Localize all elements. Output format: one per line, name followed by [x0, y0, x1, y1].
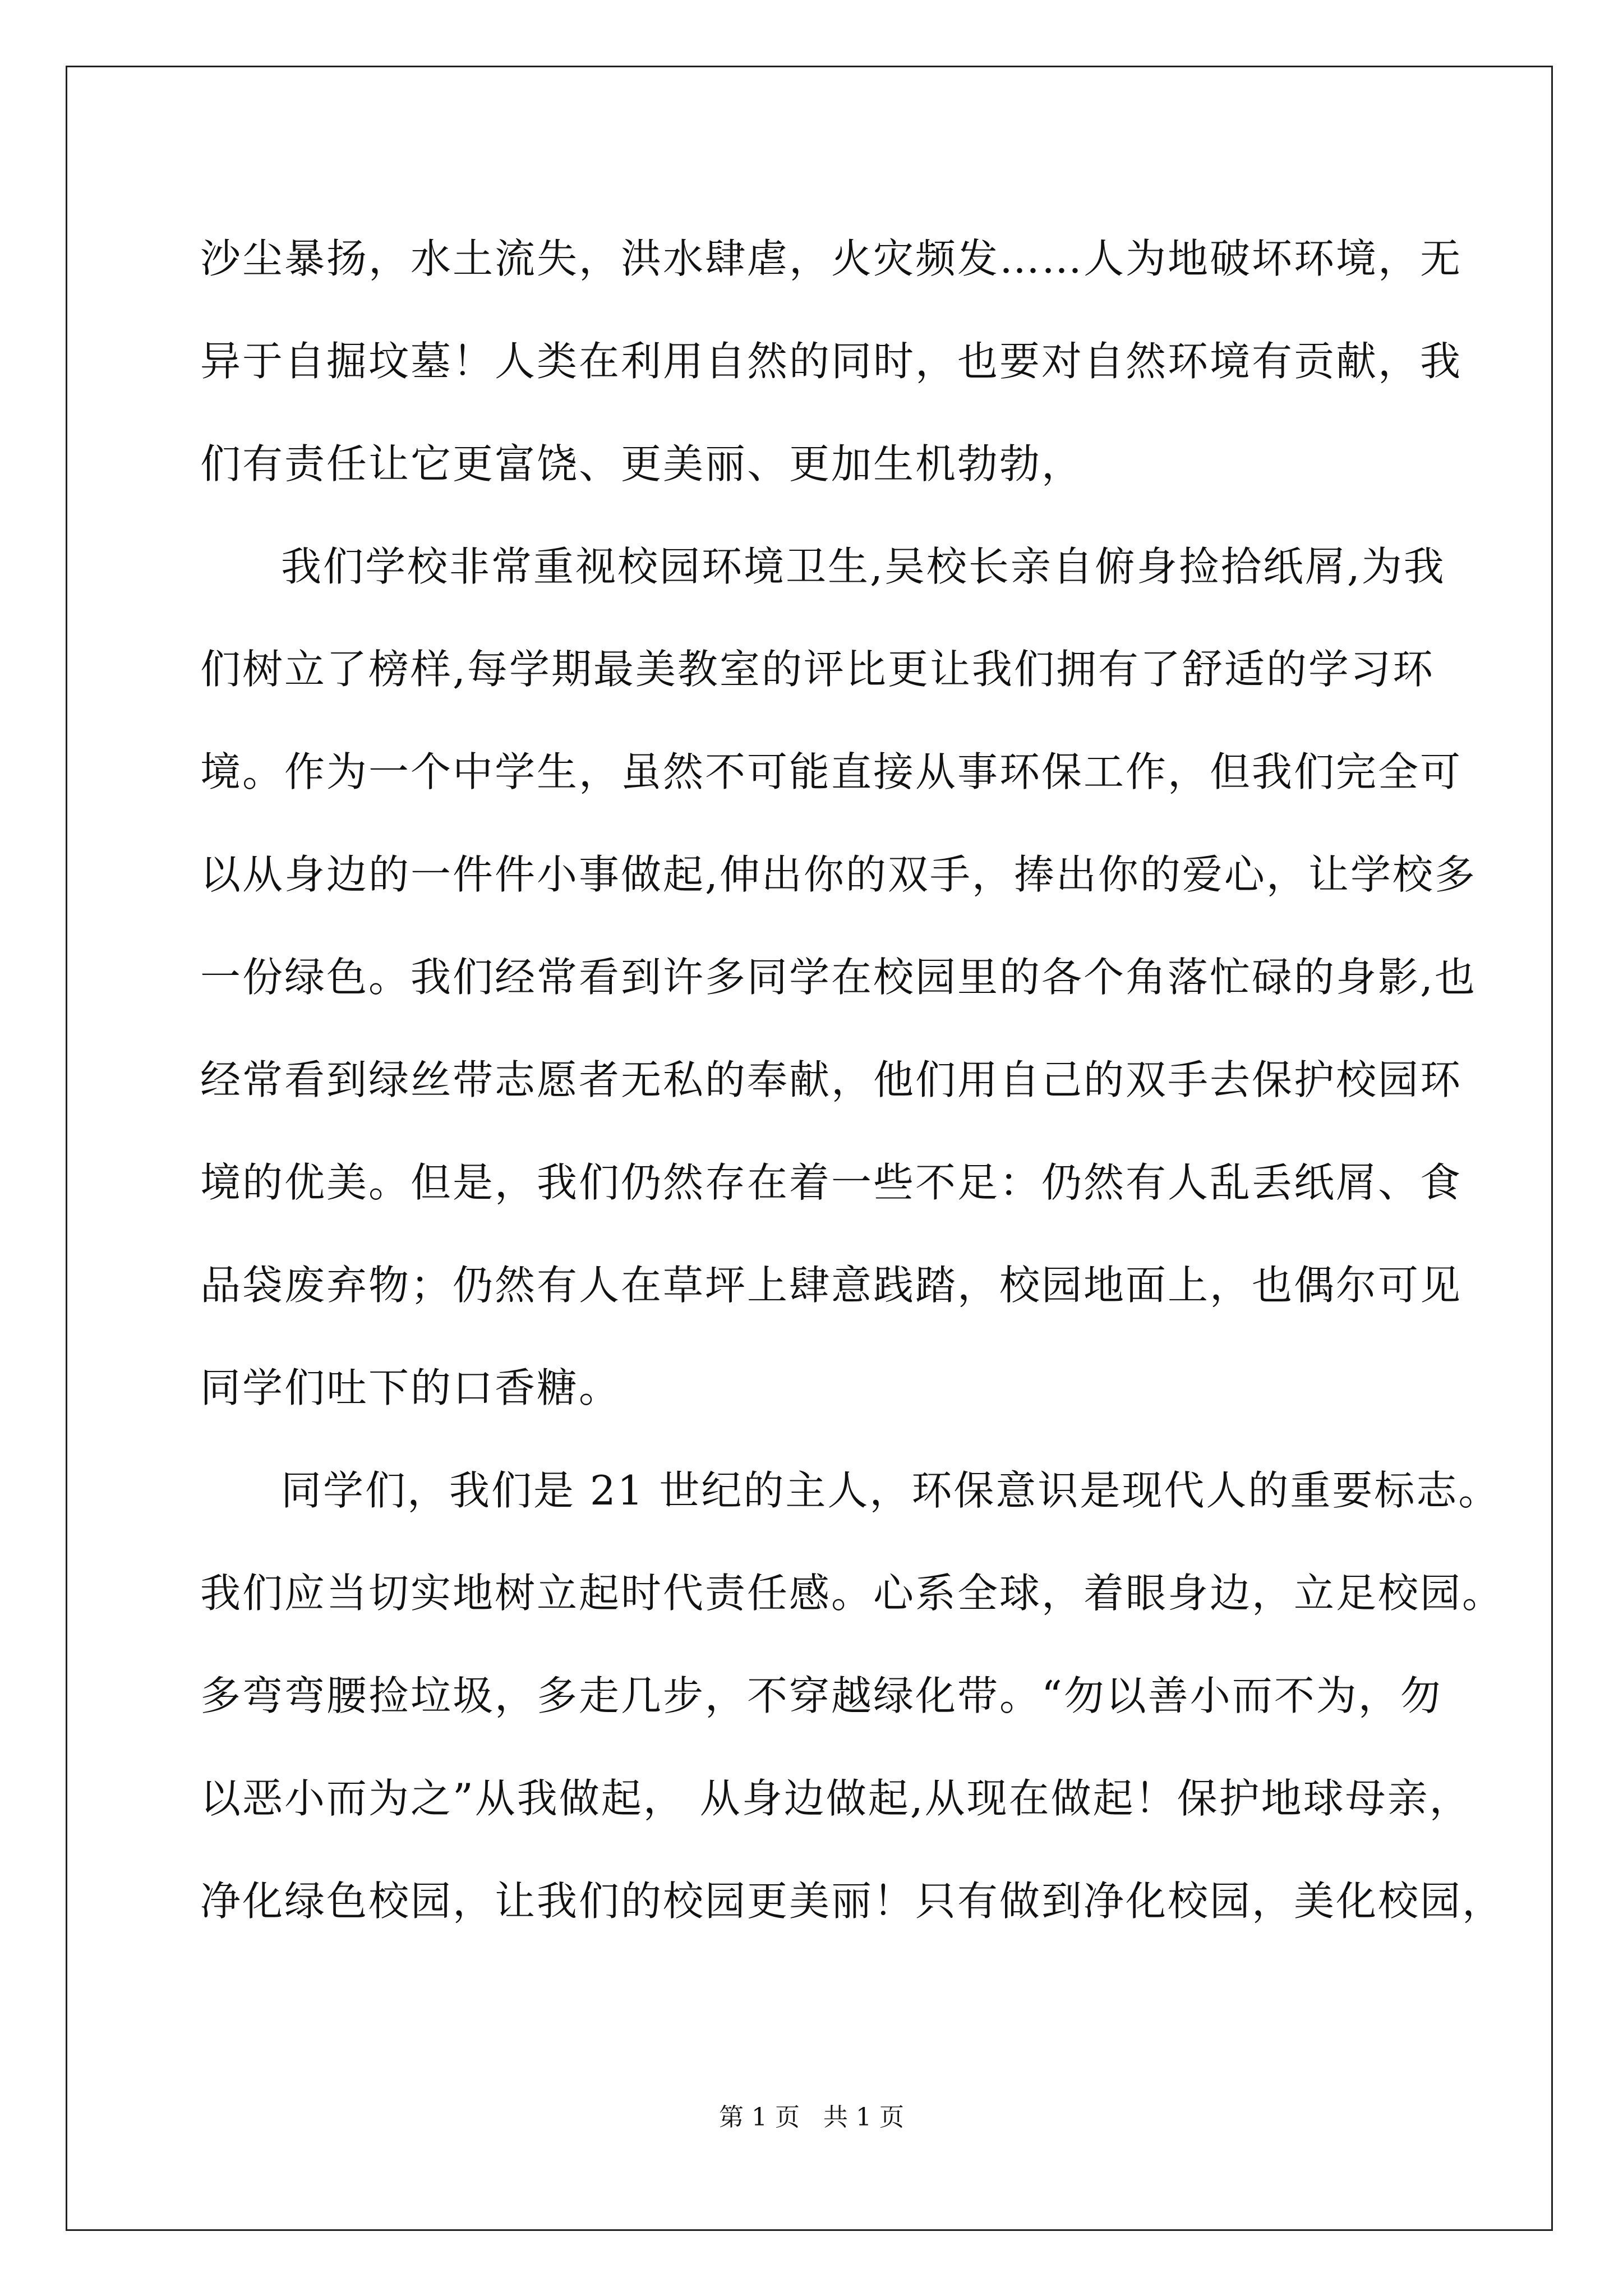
text-line: 品袋废弃物；仍然有人在草坪上肆意践踏，校园地面上，也偶尔可见: [200, 1262, 1463, 1309]
text-line: 经常看到绿丝带志愿者无私的奉献，他们用自己的双手去保护校园环: [200, 1056, 1463, 1103]
text-line: 同学们吐下的口香糖。: [200, 1364, 621, 1411]
page-number-footer: 第 1 页 共 1 页: [719, 2103, 904, 2132]
paragraph-first-line: 同学们，我们是 21 世纪的主人，环保意识是现代人的重要标志。: [281, 1467, 1501, 1514]
text-line: 我们应当切实地树立起时代责任感。心系全球，着眼身边，立足校园。: [200, 1570, 1505, 1617]
paragraph-first-line: 我们学校非常重视校园环境卫生,吴校长亲自俯身捡拾纸屑,为我: [281, 543, 1446, 590]
text-line: 们树立了榜样,每学期最美教室的评比更让我们拥有了舒适的学习环: [200, 646, 1435, 693]
text-line: 净化绿色校园，让我们的校园更美丽！只有做到净化校园，美化校园，: [200, 1878, 1505, 1925]
text-line: 以从身边的一件件小事做起,伸出你的双手，捧出你的爱心，让学校多: [200, 851, 1477, 898]
document-body: [200, 208, 1505, 1953]
text-line: 一份绿色。我们经常看到许多同学在校园里的各个角落忙碌的身影,也: [200, 954, 1477, 1001]
text-line: 多弯弯腰捡垃圾，多走几步，不穿越绿化带。“勿以善小而不为，勿: [200, 1672, 1442, 1719]
text-line: 境。作为一个中学生，虽然不可能直接从事环保工作，但我们完全可: [200, 748, 1463, 795]
text-line: 们有责任让它更富饶、更美丽、更加生机勃勃，: [200, 440, 1084, 487]
text-line: 境的优美。但是，我们仍然存在着一些不足：仍然有人乱丢纸屑、食: [200, 1159, 1463, 1206]
text-line: 以恶小而为之”从我做起， 从身边做起,从现在做起！保护地球母亲，: [200, 1775, 1472, 1822]
text-line: 异于自掘坟墓！人类在利用自然的同时，也要对自然环境有贡献，我: [200, 338, 1463, 385]
text-line: 沙尘暴扬，水土流失，洪水肆虐，火灾频发……人为地破坏环境，无: [200, 235, 1463, 282]
